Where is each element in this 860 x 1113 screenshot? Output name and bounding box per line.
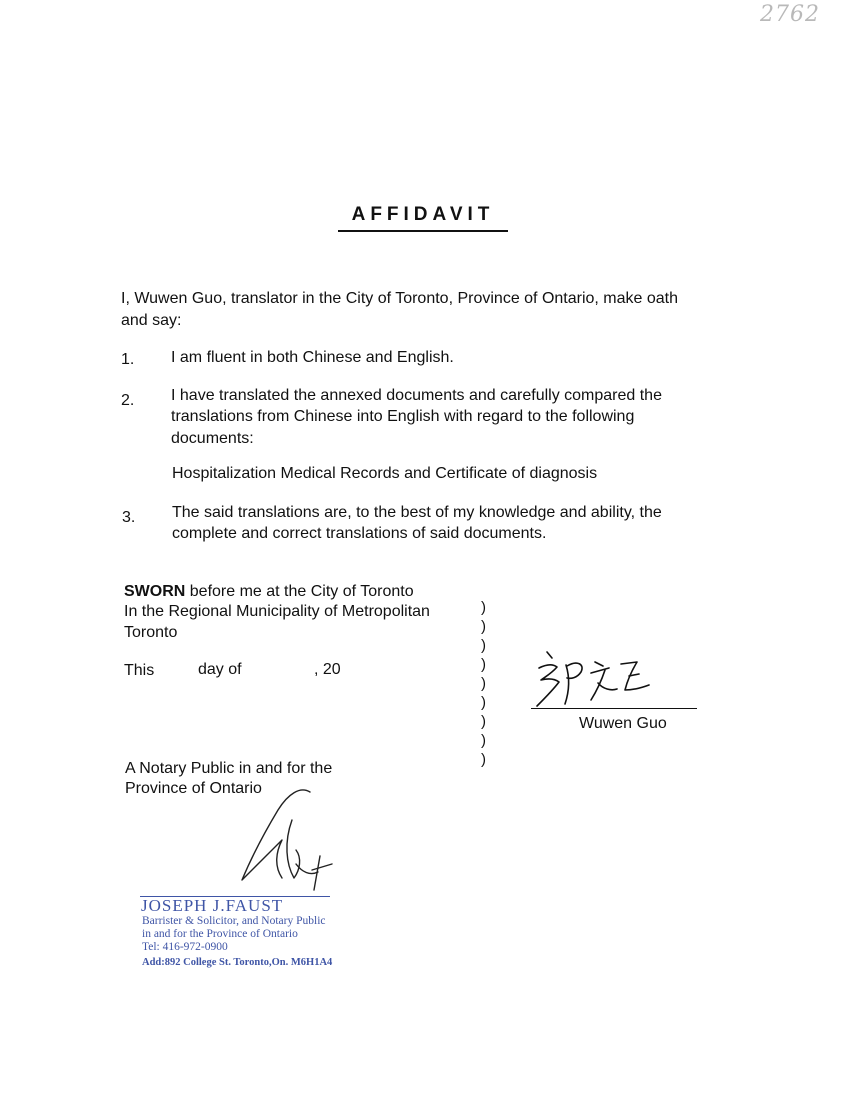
- stamp-name: JOSEPH J.FAUST: [141, 896, 284, 915]
- intro-line-1: I, Wuwen Guo, translator in the City of Toronto, Province of Ontario, make oath: [121, 290, 679, 307]
- jurat-bracket: ): [481, 675, 486, 692]
- document-title: AFFIDAVIT: [351, 204, 495, 225]
- jurat-bracket: ): [481, 599, 486, 616]
- intro-line-2: and say:: [121, 312, 182, 329]
- jurat-bracket: ): [481, 713, 486, 730]
- stamp-line-1: Barrister & Solicitor, and Notary Public: [142, 915, 326, 927]
- title-underline: [338, 230, 508, 232]
- handwritten-page-number: 2762: [760, 2, 820, 27]
- sworn-label: SWORN: [124, 583, 186, 600]
- item-text: translations from Chinese into English with regard to the following: [171, 408, 635, 425]
- annexed-document-name: Hospitalization Medical Records and Certificate of diagnosis: [172, 465, 598, 482]
- item-text: I am fluent in both Chinese and English.: [171, 349, 454, 366]
- jurat-bracket: ): [481, 732, 486, 749]
- item-text: complete and correct translations of said documents.: [172, 525, 547, 542]
- notary-line-2: Province of Ontario: [125, 780, 262, 797]
- jurat-line-3: Toronto: [124, 624, 178, 641]
- item-text: I have translated the annexed documents and carefully compared the: [171, 387, 662, 404]
- deponent-signature-line: [531, 708, 697, 709]
- commissioner-signature: [230, 780, 340, 900]
- jurat-line-2: In the Regional Municipality of Metropolitan: [124, 603, 430, 620]
- stamp-tel: Tel: 416-972-0900: [142, 941, 228, 953]
- item-number: 1.: [121, 351, 135, 368]
- item-text: The said translations are, to the best of my knowledge and ability, the: [172, 504, 662, 521]
- deponent-name: Wuwen Guo: [579, 715, 667, 732]
- jurat-bracket: ): [481, 637, 486, 654]
- jurat-bracket: ): [481, 751, 486, 768]
- item-text: documents:: [171, 430, 254, 447]
- item-number: 2.: [121, 392, 135, 409]
- item-number: 3.: [122, 509, 136, 526]
- jurat-line-1-rest: before me at the City of Toronto: [185, 583, 414, 600]
- jurat-bracket: ): [481, 656, 486, 673]
- jurat-year: , 20: [314, 661, 341, 678]
- notary-line-1: A Notary Public in and for the: [125, 760, 333, 777]
- jurat-bracket: ): [481, 694, 486, 711]
- jurat-bracket: ): [481, 618, 486, 635]
- jurat-day-of: day of: [198, 661, 242, 678]
- jurat-line-1: [124, 581, 414, 602]
- stamp-address: Add:892 College St. Toronto,On. M6H1A4: [142, 957, 333, 968]
- deponent-signature: [525, 640, 700, 715]
- stamp-line-2: in and for the Province of Ontario: [142, 928, 298, 940]
- jurat-this: This: [124, 662, 155, 679]
